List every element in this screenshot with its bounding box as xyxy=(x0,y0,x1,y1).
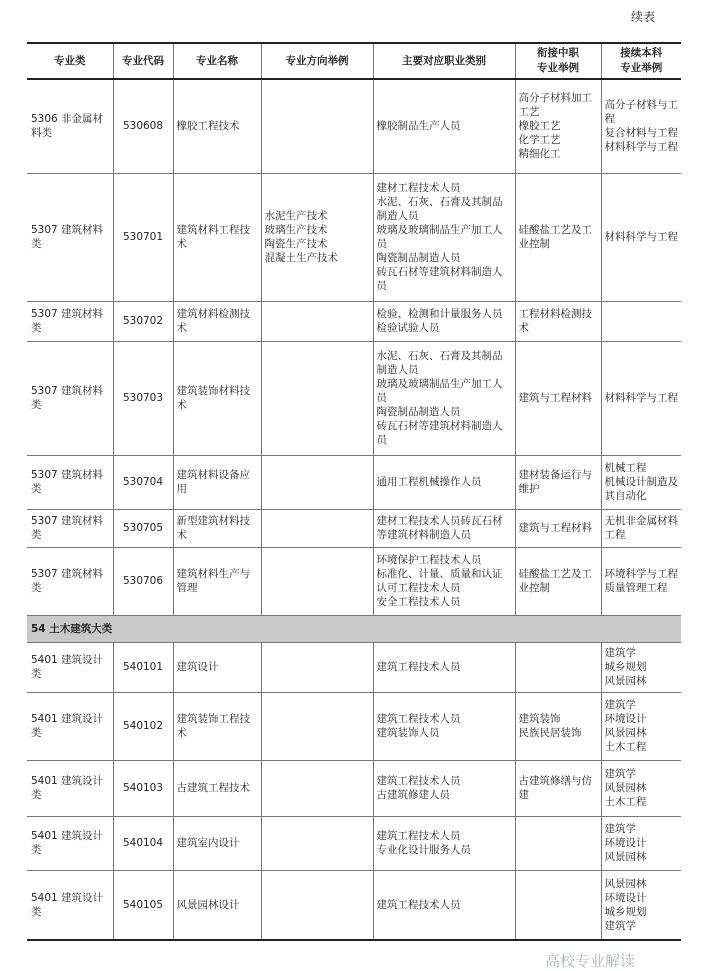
code-cell: 530608 xyxy=(113,79,173,173)
code-cell: 530706 xyxy=(113,547,173,615)
category-cell: 5401 建筑设计类 xyxy=(27,816,113,870)
table-row xyxy=(27,341,681,455)
occupation-cell: 通用工程机械操作人员 xyxy=(373,455,515,509)
undergrad-cell: 建筑学 城乡规划 风景园林 xyxy=(601,642,681,692)
category-cell: 5307 建筑材料类 xyxy=(27,301,113,341)
category-cell: 5307 建筑材料类 xyxy=(27,509,113,547)
table-row xyxy=(27,760,681,816)
category-cell: 5401 建筑设计类 xyxy=(27,642,113,692)
code-cell: 530704 xyxy=(113,455,173,509)
table-row xyxy=(27,301,681,341)
major-name-cell: 新型建筑材料技术 xyxy=(173,509,261,547)
occupation-cell: 建筑工程技术人员 专业化设计服务人员 xyxy=(373,816,515,870)
direction-cell xyxy=(261,547,373,615)
direction-cell xyxy=(261,509,373,547)
continued-label: 续表 xyxy=(630,10,655,24)
occupation-cell: 建筑工程技术人员 xyxy=(373,870,515,940)
header-direction: 专业方向举例 xyxy=(261,43,373,79)
secondary-cell: 高分子材料加工工艺 橡胶工艺 化学工艺 精细化工 xyxy=(515,79,601,173)
category-cell: 5307 建筑材料类 xyxy=(27,547,113,615)
undergrad-cell: 材料科学与工程 xyxy=(601,341,681,455)
table-row xyxy=(27,816,681,870)
undergrad-cell: 建筑学 风景园林 土木工程 xyxy=(601,760,681,816)
header-undergrad-link: 接续本科 专业举例 xyxy=(601,43,681,79)
major-name-cell: 建筑装饰工程技术 xyxy=(173,692,261,760)
major-name-cell: 古建筑工程技术 xyxy=(173,760,261,816)
table-row xyxy=(27,79,681,173)
code-cell: 530701 xyxy=(113,173,173,301)
occupation-cell: 建筑工程技术人员 古建筑修建人员 xyxy=(373,760,515,816)
secondary-cell xyxy=(515,816,601,870)
direction-cell xyxy=(261,760,373,816)
direction-cell xyxy=(261,341,373,455)
undergrad-cell: 建筑学 环境设计 风景园林 土木工程 xyxy=(601,692,681,760)
undergrad-cell: 材料科学与工程 xyxy=(601,173,681,301)
occupation-cell: 检验、检测和计量服务人员 检验试验人员 xyxy=(373,301,515,341)
watermark: 高校专业解读 xyxy=(545,952,636,970)
code-cell: 530702 xyxy=(113,301,173,341)
major-name-cell: 橡胶工程技术 xyxy=(173,79,261,173)
major-name-cell: 建筑室内设计 xyxy=(173,816,261,870)
undergrad-cell: 无机非金属材料工程 xyxy=(601,509,681,547)
direction-cell xyxy=(261,301,373,341)
occupation-cell: 建筑工程技术人员 建筑装饰人员 xyxy=(373,692,515,760)
header-code: 专业代码 xyxy=(113,43,173,79)
direction-cell xyxy=(261,692,373,760)
code-cell: 540103 xyxy=(113,760,173,816)
code-cell: 530705 xyxy=(113,509,173,547)
occupation-cell: 橡胶制品生产人员 xyxy=(373,79,515,173)
secondary-cell: 建筑与工程材料 xyxy=(515,341,601,455)
header-category: 专业类 xyxy=(27,43,113,79)
majors-table xyxy=(27,42,681,941)
occupation-cell: 环境保护工程技术人员 标准化、计量、质量和认证认可工程技术人员 安全工程技术人员 xyxy=(373,547,515,615)
undergrad-cell: 环境科学与工程 质量管理工程 xyxy=(601,547,681,615)
table-row xyxy=(27,547,681,615)
category-cell: 5307 建筑材料类 xyxy=(27,455,113,509)
direction-cell xyxy=(261,642,373,692)
category-cell: 5307 建筑材料类 xyxy=(27,341,113,455)
category-cell: 5306 非金属材料类 xyxy=(27,79,113,173)
direction-cell: 水泥生产技术 玻璃生产技术 陶瓷生产技术 混凝土生产技术 xyxy=(261,173,373,301)
major-name-cell: 风景园林设计 xyxy=(173,870,261,940)
secondary-cell: 建材装备运行与维护 xyxy=(515,455,601,509)
header-row xyxy=(27,43,681,79)
category-cell: 5401 建筑设计类 xyxy=(27,760,113,816)
major-name-cell: 建筑装饰材料技术 xyxy=(173,341,261,455)
code-cell: 540102 xyxy=(113,692,173,760)
direction-cell xyxy=(261,455,373,509)
header-major-name: 专业名称 xyxy=(173,43,261,79)
major-name-cell: 建筑材料工程技术 xyxy=(173,173,261,301)
secondary-cell: 工程材料检测技术 xyxy=(515,301,601,341)
secondary-cell: 硅酸盐工艺及工业控制 xyxy=(515,547,601,615)
occupation-cell: 水泥、石灰、石膏及其制品制造人员 玻璃及玻璃制品生产加工人员 陶瓷制品制造人员 砖瓦石材等建筑材料制造人员 xyxy=(373,341,515,455)
category-cell: 5401 建筑设计类 xyxy=(27,692,113,760)
occupation-cell: 建材工程技术人员砖瓦石材等建筑材料制造人员 xyxy=(373,509,515,547)
direction-cell xyxy=(261,870,373,940)
occupation-cell: 建材工程技术人员 水泥、石灰、石膏及其制品制造人员 玻璃及玻璃制品生产加工人员 陶瓷制品制造人员 砖瓦石材等建筑材料制造人员 xyxy=(373,173,515,301)
secondary-cell: 建筑装饰 民族民居装饰 xyxy=(515,692,601,760)
occupation-cell: 建筑工程技术人员 xyxy=(373,642,515,692)
category-cell: 5307 建筑材料类 xyxy=(27,173,113,301)
table-row xyxy=(27,870,681,940)
table-row xyxy=(27,455,681,509)
secondary-cell: 硅酸盐工艺及工业控制 xyxy=(515,173,601,301)
section-title: 54 土木建筑大类 xyxy=(27,615,681,642)
undergrad-cell: 建筑学 环境设计 风景园林 xyxy=(601,816,681,870)
major-name-cell: 建筑材料生产与管理 xyxy=(173,547,261,615)
secondary-cell xyxy=(515,642,601,692)
table-row xyxy=(27,642,681,692)
secondary-cell: 古建筑修缮与仿建 xyxy=(515,760,601,816)
section-row xyxy=(27,615,681,642)
secondary-cell: 建筑与工程材料 xyxy=(515,509,601,547)
category-cell: 5401 建筑设计类 xyxy=(27,870,113,940)
undergrad-cell: 风景园林 环境设计 城乡规划 建筑学 xyxy=(601,870,681,940)
table-row xyxy=(27,509,681,547)
header-secondary-link: 衔接中职 专业举例 xyxy=(515,43,601,79)
table-row xyxy=(27,173,681,301)
undergrad-cell xyxy=(601,301,681,341)
major-name-cell: 建筑材料检测技术 xyxy=(173,301,261,341)
major-name-cell: 建筑材料设备应用 xyxy=(173,455,261,509)
direction-cell xyxy=(261,79,373,173)
code-cell: 540104 xyxy=(113,816,173,870)
code-cell: 530703 xyxy=(113,341,173,455)
code-cell: 540105 xyxy=(113,870,173,940)
direction-cell xyxy=(261,816,373,870)
major-name-cell: 建筑设计 xyxy=(173,642,261,692)
undergrad-cell: 机械工程 机械设计制造及其自动化 xyxy=(601,455,681,509)
undergrad-cell: 高分子材料与工程 复合材料与工程 材料科学与工程 xyxy=(601,79,681,173)
code-cell: 540101 xyxy=(113,642,173,692)
header-occupation: 主要对应职业类别 xyxy=(373,43,515,79)
secondary-cell xyxy=(515,870,601,940)
table-row xyxy=(27,692,681,760)
